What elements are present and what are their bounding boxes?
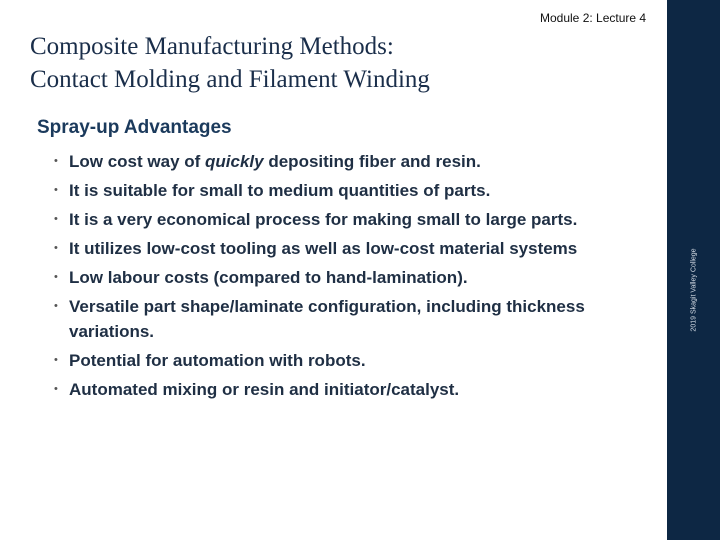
bullet-item bbox=[54, 236, 614, 261]
bullet-text: Versatile part shape/laminate configuration, including thickness variations. bbox=[69, 297, 585, 341]
bullet-list bbox=[54, 149, 614, 406]
slide-title bbox=[30, 30, 430, 96]
bullet-dot-icon: • bbox=[54, 354, 58, 366]
slide-title-line-2: Contact Molding and Filament Winding bbox=[30, 66, 430, 93]
bullet-text: Potential for automation with robots. bbox=[69, 351, 366, 370]
bullet-dot-icon: • bbox=[54, 242, 58, 254]
bullet-text-before: Low cost way of bbox=[69, 152, 206, 171]
bullet-item bbox=[54, 149, 614, 174]
bullet-text: It is a very economical process for making small to large parts. bbox=[69, 210, 578, 229]
bullet-item bbox=[54, 348, 614, 373]
bullet-dot-icon: • bbox=[54, 184, 58, 196]
slide-title-line-1: Composite Manufacturing Methods: bbox=[30, 33, 394, 60]
bullet-text: It utilizes low-cost tooling as well as low-cost material systems bbox=[69, 239, 578, 258]
bullet-text: Low labour costs (compared to hand-lamination). bbox=[69, 268, 468, 287]
bullet-item bbox=[54, 377, 614, 402]
bullet-item bbox=[54, 265, 614, 290]
bullet-item bbox=[54, 207, 614, 232]
bullet-text-emphasis: quickly bbox=[205, 152, 264, 171]
bullet-dot-icon: • bbox=[54, 383, 58, 395]
bullet-dot-icon: • bbox=[54, 271, 58, 283]
bullet-dot-icon: • bbox=[54, 300, 58, 312]
bullet-text: It is suitable for small to medium quantities of parts. bbox=[69, 181, 491, 200]
bullet-item bbox=[54, 294, 614, 344]
bullet-item bbox=[54, 178, 614, 203]
bullet-text-after: depositing fiber and resin. bbox=[263, 152, 481, 171]
vertical-copyright-text: 2019 Skagit Valley College bbox=[690, 248, 698, 332]
vertical-copyright-label bbox=[684, 220, 704, 360]
bullet-dot-icon: • bbox=[54, 155, 58, 167]
section-heading: Spray-up Advantages bbox=[37, 117, 232, 138]
bullet-dot-icon: • bbox=[54, 213, 58, 225]
module-label: Module 2: Lecture 4 bbox=[540, 11, 647, 25]
bullet-text: Automated mixing or resin and initiator/catalyst. bbox=[69, 380, 460, 399]
